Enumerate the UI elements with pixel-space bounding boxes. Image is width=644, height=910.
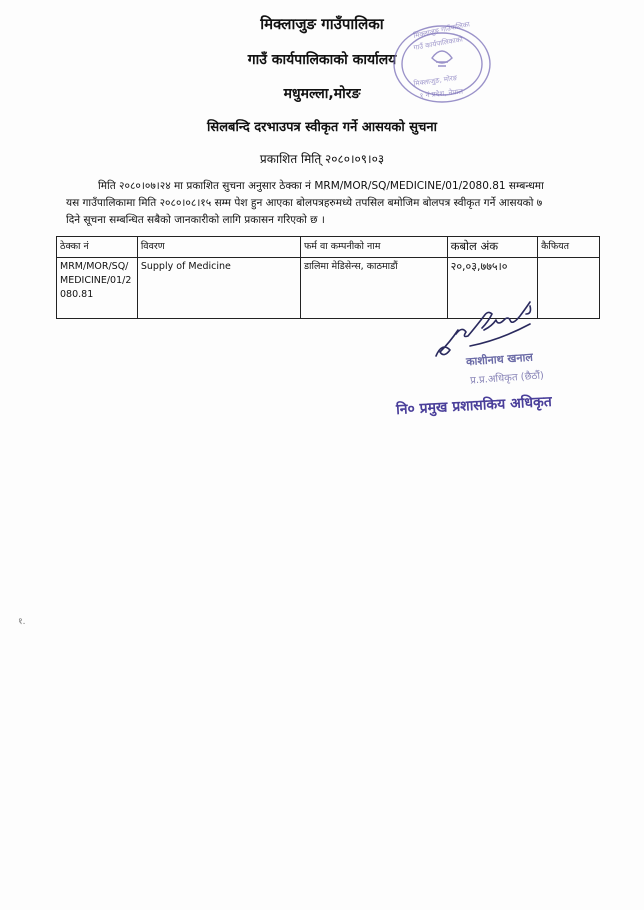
office-name: गाउँ कार्यपालिकाको कार्यालय	[247, 52, 397, 68]
cell-bid-amount: २०,०३,७७५।०	[447, 258, 537, 319]
header-contract-no: ठेक्का नं	[57, 237, 138, 258]
published-date: प्रकाशित मिति् २०८०।०९।०३	[259, 152, 385, 166]
notice-body-line-3: दिने सूचना सम्बन्धित सबैको जानकारीको लागि प्रकासन गरिएको छ ।	[66, 214, 325, 226]
stamp-line-3: मिक्लाजुङ, मोरङ	[413, 73, 458, 88]
office-stamp	[384, 18, 494, 108]
signatory-post: प्र.प्र.अधिकृत (छैठौं)	[469, 370, 545, 387]
margin-mark: १.	[18, 617, 26, 627]
office-location: मधुमल्ला,मोरङ	[283, 86, 361, 102]
notice-body	[66, 178, 586, 229]
header-remarks: कैफियत	[538, 237, 600, 258]
notice-title: सिलबन्दि दरभाउपत्र स्वीकृत गर्ने आसयको सुचना	[207, 120, 437, 135]
cell-contract-no: MRM/MOR/SQ/MEDICINE/01/2080.81	[57, 258, 138, 319]
header-firm: फर्म वा कम्पनीको नाम	[300, 237, 447, 258]
stamp-line-1: मिक्लाजुङ गाउँपालिका	[412, 20, 471, 40]
header-bid-amount: कबोल अंक	[447, 237, 537, 258]
stamp-line-2: गाउँ कार्यपालिकाको	[412, 35, 464, 52]
cell-firm: डालिमा मेडिसेन्स, काठमाडौं	[300, 258, 447, 319]
header-description: विवरण	[137, 237, 300, 258]
municipality-name: मिक्लाजुङ गाउँपालिका	[260, 15, 384, 33]
stamp-line-4: १ नं प्रदेश, नेपाल	[419, 87, 464, 100]
signatory-title: नि० प्रमुख प्रशासकिय अधिकृत	[395, 393, 553, 419]
notice-body-line-2: यस गाउँपालिकामा मिति २०८०।०८।१५ सम्म पेश हुन आएका बोलपत्रहरुमध्ये तपसिल बमोजिम बोलपत्र स्वीकृत गर्ने आसयको ७	[66, 197, 543, 209]
table-header-row	[57, 237, 600, 258]
cell-description: Supply of Medicine	[137, 258, 300, 319]
notice-body-line-1: मिति २०८०।०७।२४ मा प्रकाशित सुचना अनुसार ठेक्का नं MRM/MOR/SQ/MEDICINE/01/2080.81 सम्बन्धमा	[98, 180, 544, 192]
signatory-name: काशीनाथ खनाल	[465, 350, 534, 369]
